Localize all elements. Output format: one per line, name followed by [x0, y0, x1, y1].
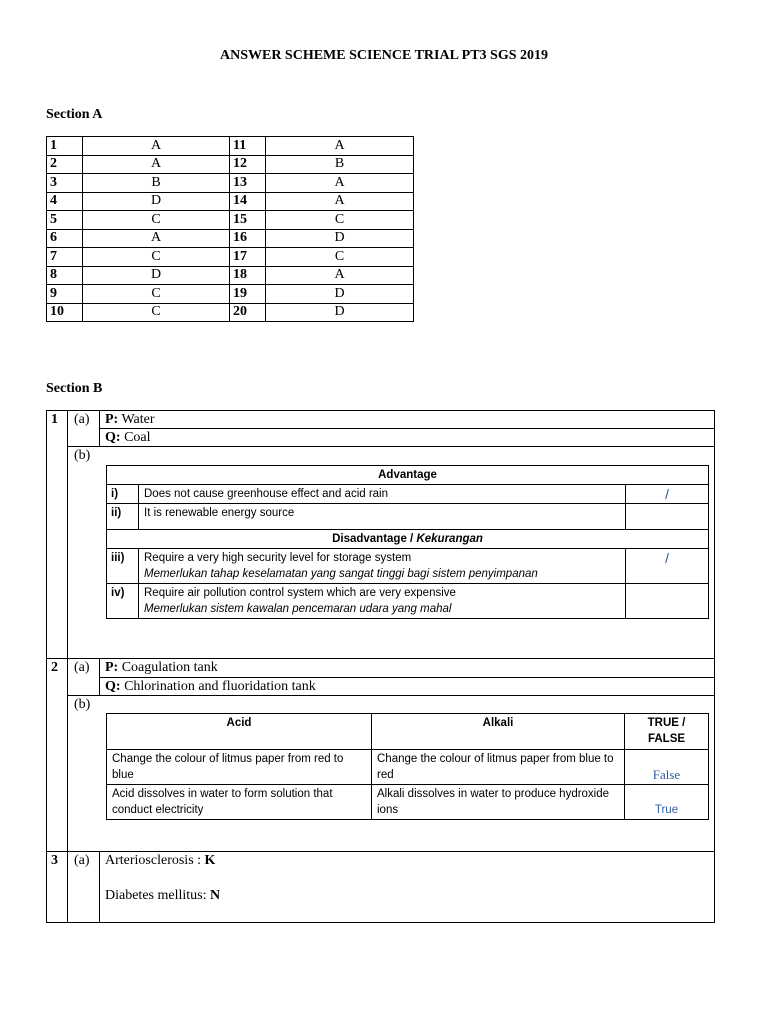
answer-cell: D	[83, 192, 230, 211]
q1-answer-q: Q: Coal	[105, 430, 151, 445]
alkali-cell: Change the colour of litmus paper from blue to red	[372, 750, 625, 785]
advantage-header: Advantage	[107, 466, 709, 485]
answer-cell: C	[83, 248, 230, 267]
question-number-cell: 7	[47, 248, 83, 267]
acid-cell: Acid dissolves in water to form solution that conduct electricity	[107, 785, 372, 820]
answer-cell: A	[266, 174, 414, 193]
true-false-cell: False	[625, 750, 709, 785]
question-number-1: 1	[51, 412, 58, 427]
answer-cell: D	[83, 266, 230, 285]
question-number-2: 2	[51, 660, 58, 675]
answer-cell: C	[266, 248, 414, 267]
q2-answer-q: Q: Chlorination and fluoridation tank	[105, 679, 316, 694]
question-number-cell: 14	[230, 192, 266, 211]
answer-cell: C	[83, 303, 230, 322]
question-number-cell: 1	[47, 137, 83, 156]
answer-cell: C	[266, 211, 414, 230]
true-false-header: TRUE / FALSE	[625, 714, 709, 750]
q3-answer-line-1: Arteriosclerosis : K	[105, 853, 216, 868]
section-a-answer-table	[46, 136, 414, 322]
row-text: Require a very high security level for storage system Memerlukan tahap keselamatan yang sangat tinggi bagi sistem penyimpanan	[139, 549, 626, 584]
table-row	[47, 248, 414, 267]
question-number-cell: 15	[230, 211, 266, 230]
q2-part-b-label: (b)	[74, 697, 91, 712]
section-b-heading: Section B	[46, 381, 103, 396]
question-number-cell: 16	[230, 229, 266, 248]
question-number-cell: 5	[47, 211, 83, 230]
answer-cell: C	[83, 285, 230, 304]
question-number-cell: 12	[230, 155, 266, 174]
alkali-header: Alkali	[372, 714, 625, 750]
table-row	[47, 174, 414, 193]
answer-cell: D	[266, 229, 414, 248]
q2-answer-p: P: Coagulation tank	[105, 660, 218, 675]
section-a-heading: Section A	[46, 107, 103, 122]
table-row	[107, 549, 709, 584]
question-number-cell: 8	[47, 266, 83, 285]
tick-mark	[626, 584, 709, 619]
row-text: Require air pollution control system which are very expensive Memerlukan sistem kawalan pencemaran udara yang mahal	[139, 584, 626, 619]
question-number-cell: 20	[230, 303, 266, 322]
table-row	[47, 229, 414, 248]
question-number-cell: 18	[230, 266, 266, 285]
alkali-cell: Alkali dissolves in water to produce hydroxide ions	[372, 785, 625, 820]
question-number-cell: 17	[230, 248, 266, 267]
table-row	[107, 785, 709, 820]
table-row	[47, 266, 414, 285]
table-row	[47, 137, 414, 156]
table-row	[107, 485, 709, 504]
q1-part-b-label: (b)	[74, 448, 91, 463]
answer-cell: B	[266, 155, 414, 174]
table-row	[107, 750, 709, 785]
answer-cell: A	[266, 137, 414, 156]
q3-part-a-label: (a)	[74, 853, 90, 868]
table-row	[47, 285, 414, 304]
row-number: ii)	[107, 504, 139, 530]
answer-cell: A	[83, 155, 230, 174]
question-number-cell: 9	[47, 285, 83, 304]
q1-part-a-label: (a)	[74, 412, 90, 427]
table-row	[47, 211, 414, 230]
answer-cell: A	[83, 229, 230, 248]
acid-header: Acid	[107, 714, 372, 750]
question-number-cell: 2	[47, 155, 83, 174]
tick-mark: /	[626, 485, 709, 504]
row-number: iv)	[107, 584, 139, 619]
q2-part-a-label: (a)	[74, 660, 90, 675]
q1-answer-p: P: Water	[105, 412, 155, 427]
answer-cell: A	[83, 137, 230, 156]
row-number: i)	[107, 485, 139, 504]
question-number-cell: 11	[230, 137, 266, 156]
answer-cell: D	[266, 303, 414, 322]
tick-mark: /	[626, 549, 709, 584]
question-number-3: 3	[51, 853, 58, 868]
table-row	[107, 584, 709, 619]
answer-cell: D	[266, 285, 414, 304]
tick-mark	[626, 504, 709, 530]
row-number: iii)	[107, 549, 139, 584]
page-title: ANSWER SCHEME SCIENCE TRIAL PT3 SGS 2019	[219, 48, 549, 63]
acid-cell: Change the colour of litmus paper from red to blue	[107, 750, 372, 785]
answer-cell: B	[83, 174, 230, 193]
question-number-cell: 13	[230, 174, 266, 193]
question-number-cell: 19	[230, 285, 266, 304]
row-text: It is renewable energy source	[139, 504, 626, 530]
q3-answer-line-2: Diabetes mellitus: N	[105, 888, 221, 903]
table-row	[47, 155, 414, 174]
table-row	[47, 192, 414, 211]
answer-cell: A	[266, 266, 414, 285]
question-number-cell: 6	[47, 229, 83, 248]
question-number-cell: 10	[47, 303, 83, 322]
q1-advantage-table	[106, 465, 709, 619]
question-number-cell: 3	[47, 174, 83, 193]
answer-cell: C	[83, 211, 230, 230]
answer-cell: A	[266, 192, 414, 211]
table-row	[47, 303, 414, 322]
table-row	[107, 504, 709, 530]
true-false-cell: True	[625, 785, 709, 820]
disadvantage-header: Disadvantage / Kekurangan	[107, 530, 709, 549]
row-text: Does not cause greenhouse effect and acid rain	[139, 485, 626, 504]
q2-acid-alkali-table	[106, 713, 709, 820]
question-number-cell: 4	[47, 192, 83, 211]
